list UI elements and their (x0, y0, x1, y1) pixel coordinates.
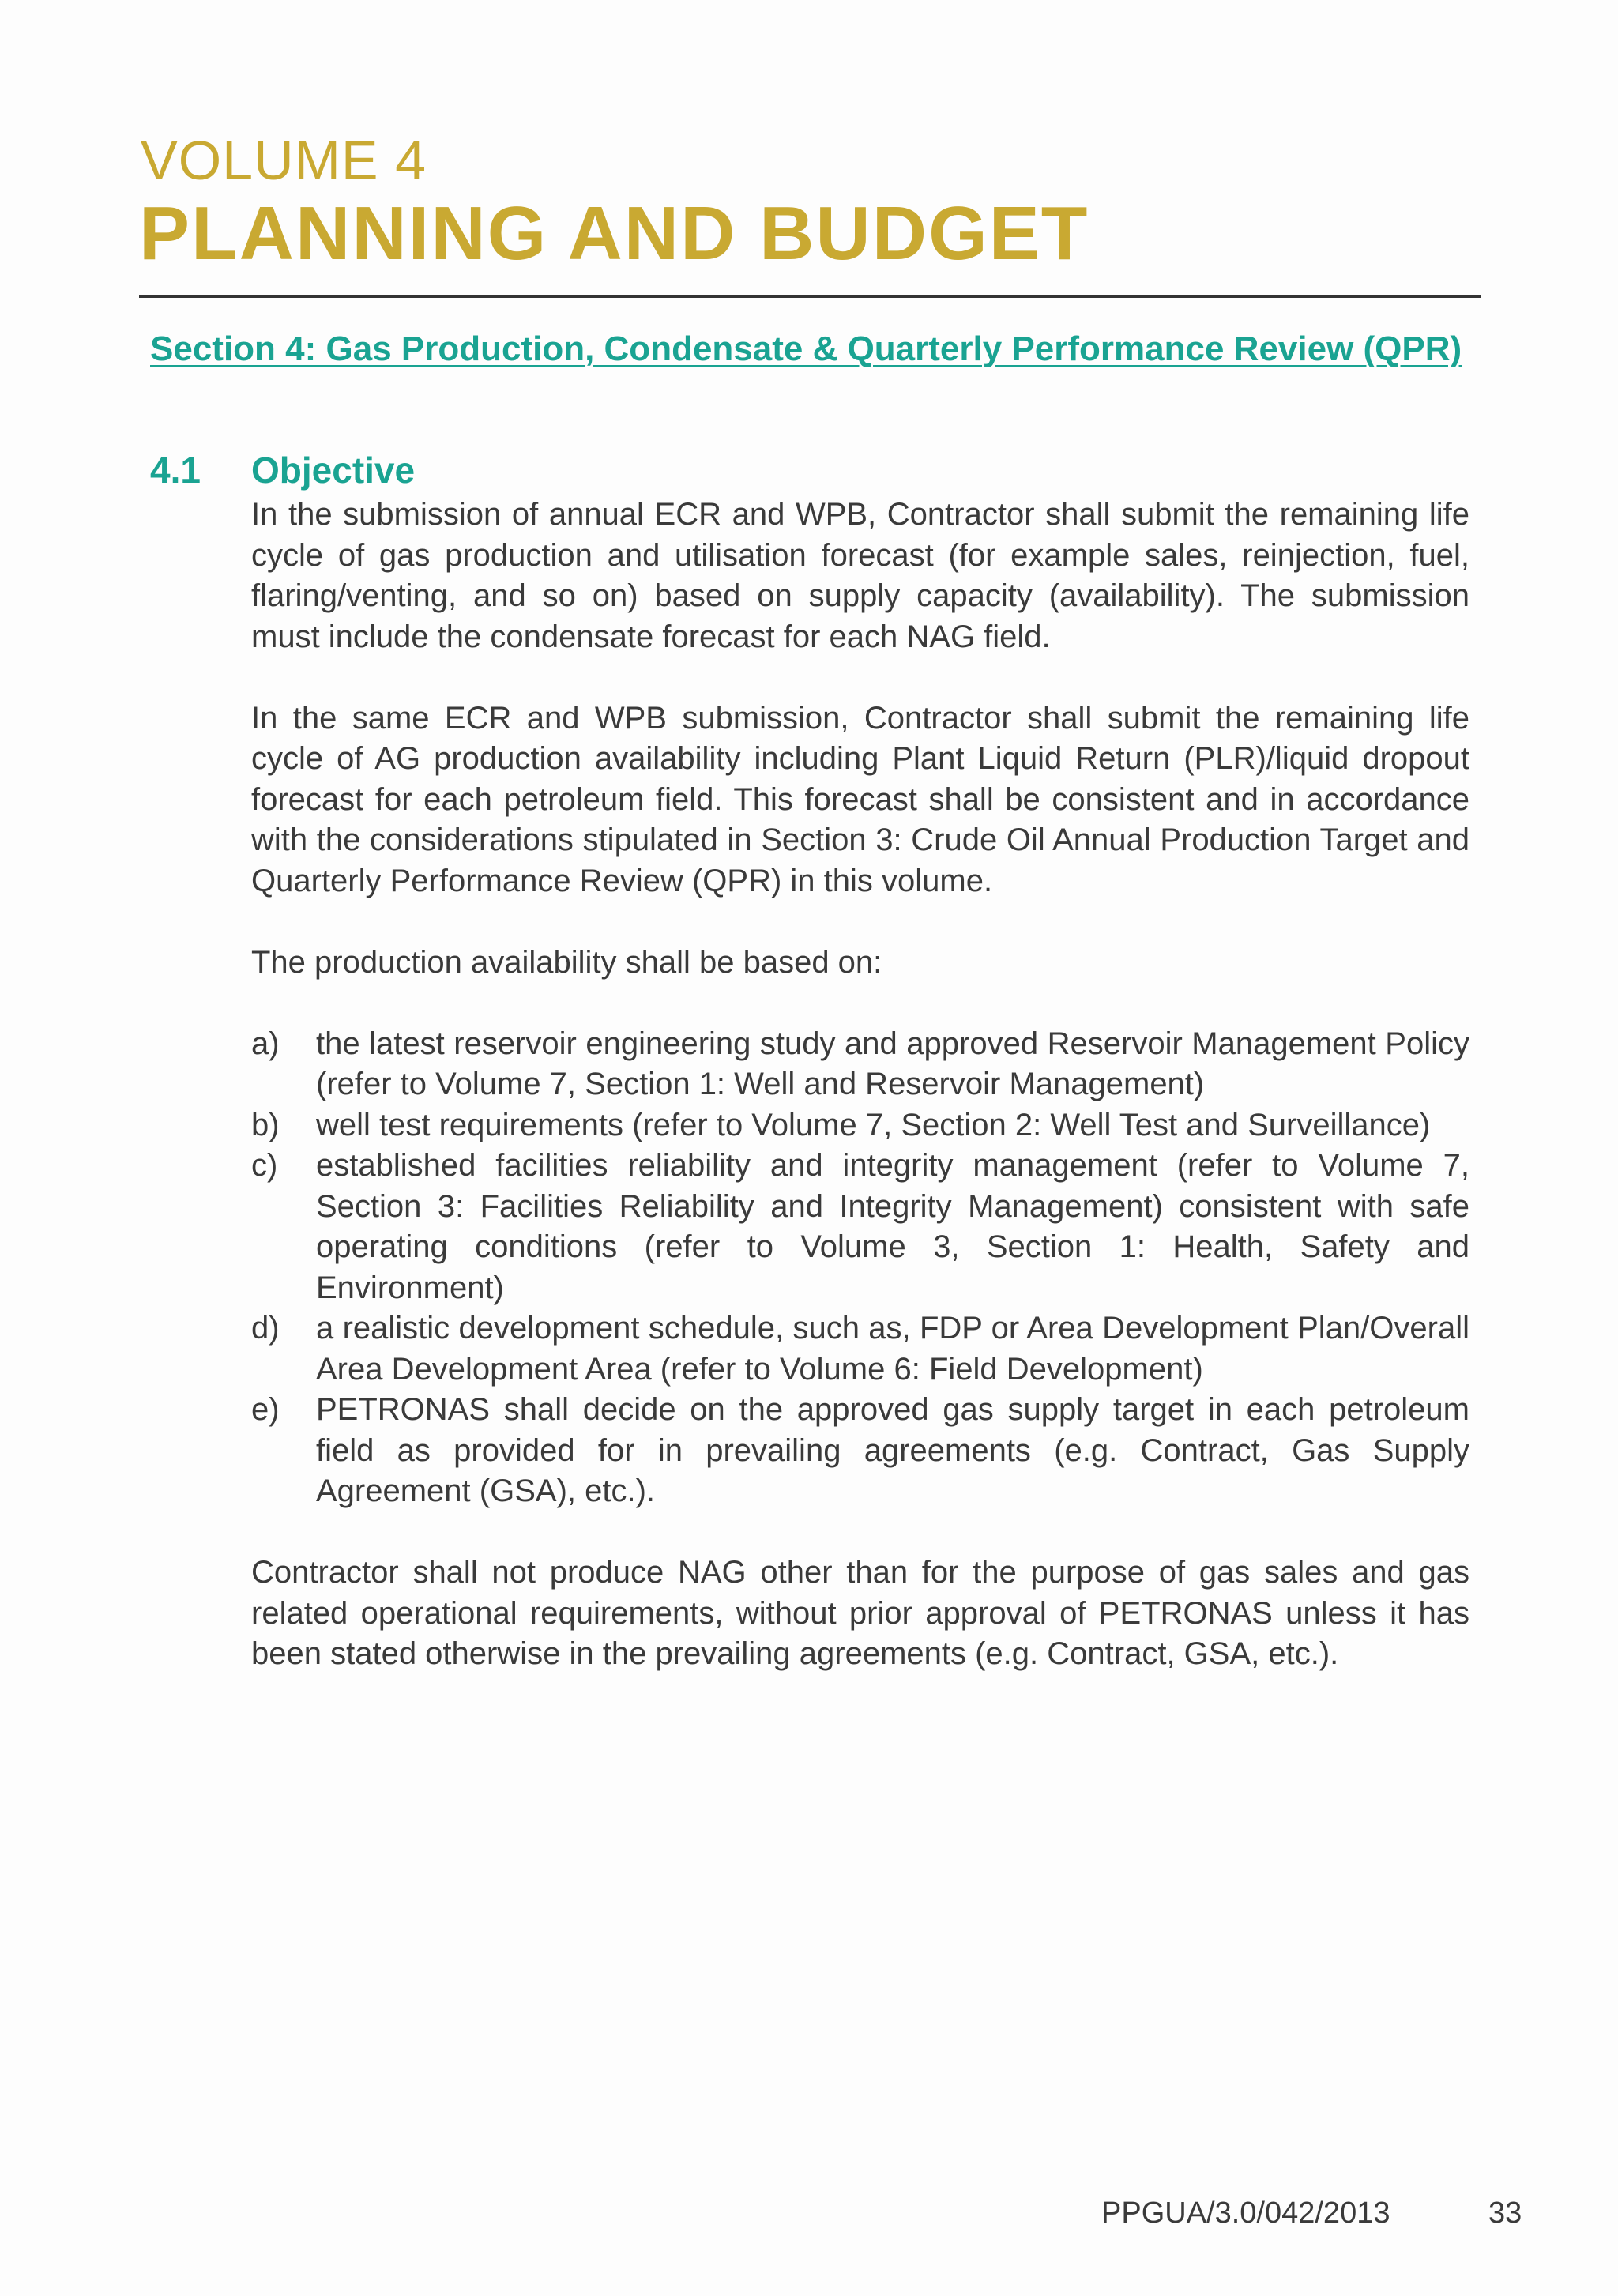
list-item-text: well test requirements (refer to Volume 7, Section 2: Well Test and Surveillance) (316, 1107, 1431, 1142)
list-marker: a) (251, 1026, 280, 1061)
list-item (251, 1024, 1469, 1105)
list-marker: b) (251, 1107, 280, 1142)
list-item (251, 1105, 1469, 1146)
list-item (251, 1308, 1469, 1390)
requirements-list (251, 1024, 1469, 1512)
volume-label: VOLUME 4 (141, 130, 427, 191)
subsection-number: 4.1 (150, 450, 201, 491)
list-item-text: a realistic development schedule, such as, FDP or Area Development Plan/Overall Area Development Area (refer to Volume 6: Field Development) (316, 1311, 1469, 1387)
paragraph: In the same ECR and WPB submission, Contractor shall submit the remaining life cycle of AG production availability including Plant Liquid Return (PLR)/liquid dropout forecast for each petroleum field. This forecast shall be consistent and in accordance with the considerations stipulated in Section 3: Crude Oil Annual Production Target and Quarterly Performance Review (QPR) in this volume. (251, 700, 1469, 898)
subsection-title: Objective (251, 450, 416, 491)
volume-title: PLANNING AND BUDGET (139, 191, 1089, 276)
section-heading-link[interactable]: Section 4: Gas Production, Condensate & Quarterly Performance Review (QPR) (150, 329, 1462, 368)
list-item-text: established facilities reliability and integrity management (refer to Volume 7, Section 3: Facilities Reliability and Integrity Management) consistent with safe operating conditions (refer to Volume 3, Section 1: Health, Safety and Environment) (316, 1148, 1469, 1305)
paragraph: The production availability shall be based on: (251, 944, 882, 980)
list-marker: e) (251, 1392, 280, 1427)
document-code: PPGUA/3.0/042/2013 (1101, 2196, 1390, 2230)
list-marker: d) (251, 1311, 280, 1346)
page-number: 33 (1488, 2196, 1522, 2230)
list-marker: c) (251, 1148, 278, 1183)
paragraph: Contractor shall not produce NAG other than for the purpose of gas sales and gas related operational requirements, without prior approval of PETRONAS unless it has been stated otherwise in the prevailing agreements (e.g. Contract, GSA, etc.). (251, 1555, 1469, 1671)
list-item (251, 1390, 1469, 1512)
body-text (251, 495, 1469, 1715)
list-item-text: the latest reservoir engineering study and approved Reservoir Management Policy (refer to Volume 7, Section 1: Well and Reservoir Management) (316, 1026, 1469, 1101)
list-item (251, 1146, 1469, 1308)
title-divider (139, 295, 1481, 298)
paragraph: In the submission of annual ECR and WPB, Contractor shall submit the remaining life cycle of gas production and utilisation forecast (for example sales, reinjection, fuel, flaring/venting, and so on) based on supply capacity (availability). The submission must include the condensate forecast for each NAG field. (251, 497, 1469, 654)
list-item-text: PETRONAS shall decide on the approved gas supply target in each petroleum field as provided for in prevailing agreements (e.g. Contract, Gas Supply Agreement (GSA), etc.). (316, 1392, 1469, 1508)
